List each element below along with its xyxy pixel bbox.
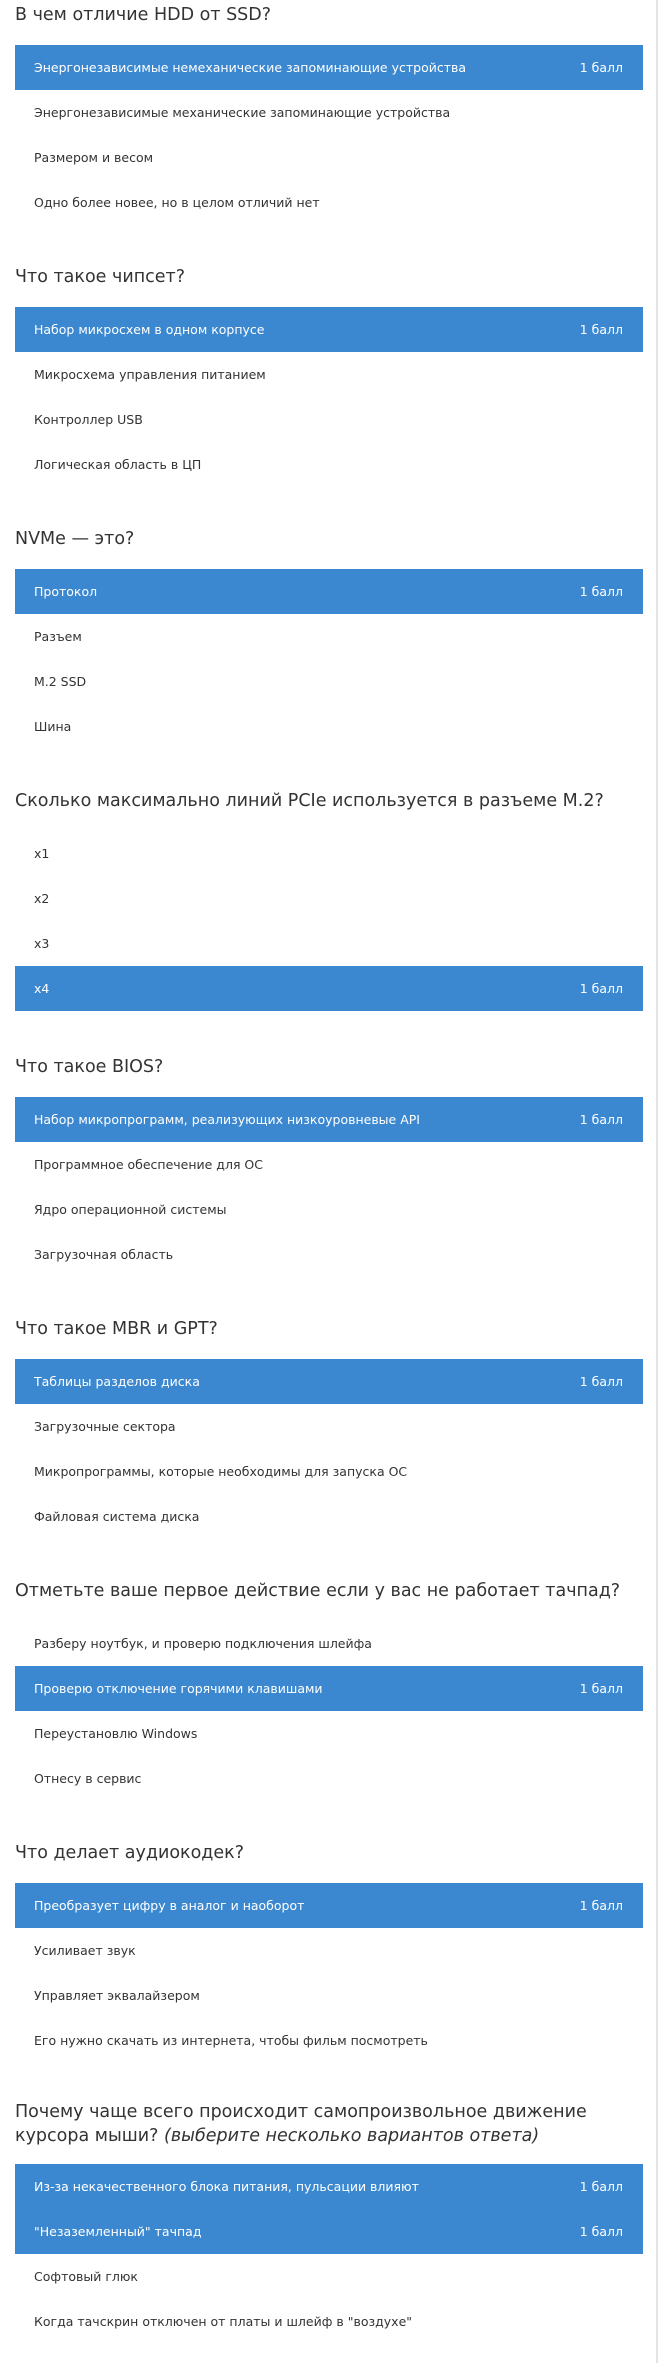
question-title	[15, 1055, 643, 1079]
points-badge: 1 балл	[579, 1112, 623, 1127]
answer-text: Его нужно скачать из интернета, чтобы фильм посмотреть	[34, 2033, 428, 2048]
answer-option-correct[interactable]	[15, 1883, 643, 1928]
answer-text: Из-за некачественного блока питания, пульсации влияют	[34, 2179, 419, 2194]
answer-option[interactable]	[15, 876, 643, 921]
answer-option[interactable]	[15, 1928, 643, 1973]
question-title	[15, 789, 643, 813]
answer-option-correct[interactable]	[15, 966, 643, 1011]
answer-text: Загрузочные сектора	[34, 1419, 176, 1434]
question-text: Что такое MBR и GPT?	[15, 1319, 218, 1339]
answer-option[interactable]	[15, 1494, 643, 1539]
answer-text: Когда тачскрин отключен от платы и шлейф в "воздухе"	[34, 2314, 413, 2329]
answer-option[interactable]	[15, 90, 643, 135]
answer-text: Преобразует цифру в аналог и наоборот	[34, 1898, 305, 1913]
question-title	[15, 2100, 643, 2148]
answer-text: x2	[34, 891, 50, 906]
answer-text: Микропрограммы, которые необходимы для запуска ОС	[34, 1464, 408, 1479]
answer-option[interactable]	[15, 352, 643, 397]
answer-text: M.2 SSD	[34, 674, 87, 689]
answer-option[interactable]	[15, 659, 643, 704]
answer-text: Набор микросхем в одном корпусе	[34, 322, 265, 337]
question-text: Что делает аудиокодек?	[15, 1843, 245, 1863]
answer-text: Разъем	[34, 629, 82, 644]
question-text: Сколько максимально линий PCIe используется в разъеме M.2?	[15, 791, 604, 811]
answer-list	[15, 569, 643, 749]
answer-text: "Незаземленный" тачпад	[34, 2224, 202, 2239]
answer-text: Отнесу в сервис	[34, 1771, 142, 1786]
answer-text: Таблицы разделов диска	[34, 1374, 200, 1389]
answer-list	[15, 1097, 643, 1277]
question-title	[15, 1317, 643, 1341]
answer-option[interactable]	[15, 1756, 643, 1801]
answer-option[interactable]	[15, 135, 643, 180]
answer-list	[15, 831, 643, 1011]
answer-option[interactable]	[15, 831, 643, 876]
points-badge: 1 балл	[579, 2179, 623, 2194]
points-badge: 1 балл	[579, 981, 623, 996]
answer-option-correct[interactable]	[15, 2164, 643, 2209]
question-block	[15, 3, 643, 210]
answer-text: Файловая система диска	[34, 1509, 200, 1524]
question-hint: (выберите несколько вариантов ответа)	[164, 2126, 540, 2146]
question-title	[15, 1579, 643, 1603]
question-title	[15, 3, 643, 27]
question-block	[15, 2100, 643, 2329]
points-badge: 1 балл	[579, 584, 623, 599]
points-badge: 1 балл	[579, 1898, 623, 1913]
question-text: NVMe — это?	[15, 529, 135, 549]
answer-text: Шина	[34, 719, 72, 734]
answer-text: x4	[34, 981, 50, 996]
answer-option[interactable]	[15, 2254, 643, 2299]
answer-list	[15, 45, 643, 225]
answer-option[interactable]	[15, 1187, 643, 1232]
answer-text: Ядро операционной системы	[34, 1202, 227, 1217]
answer-option-correct[interactable]	[15, 307, 643, 352]
answer-list	[15, 1883, 643, 2063]
answer-option[interactable]	[15, 614, 643, 659]
question-title	[15, 1841, 643, 1865]
answer-list	[15, 2164, 643, 2344]
answer-option-correct[interactable]	[15, 2209, 643, 2254]
points-badge: 1 балл	[579, 2224, 623, 2239]
answer-list	[15, 1621, 643, 1801]
question-block	[15, 1841, 643, 2048]
question-title	[15, 527, 643, 551]
answer-text: Переустановлю Windows	[34, 1726, 198, 1741]
answer-option[interactable]	[15, 921, 643, 966]
answer-text: x3	[34, 936, 50, 951]
answer-text: Микросхема управления питанием	[34, 367, 266, 382]
answer-option[interactable]	[15, 1621, 643, 1666]
answer-option[interactable]	[15, 1449, 643, 1494]
question-block	[15, 1317, 643, 1524]
answer-text: Загрузочная область	[34, 1247, 174, 1262]
answer-option[interactable]	[15, 180, 643, 225]
answer-text: Контроллер USB	[34, 412, 143, 427]
question-block	[15, 265, 643, 472]
answer-option[interactable]	[15, 1232, 643, 1277]
answer-option[interactable]	[15, 1142, 643, 1187]
answer-option-correct[interactable]	[15, 1097, 643, 1142]
answer-text: Энергонезависимые механические запоминающие устройства	[34, 105, 451, 120]
answer-option-correct[interactable]	[15, 569, 643, 614]
question-text: Что такое чипсет?	[15, 267, 186, 287]
answer-text: Управляет эквалайзером	[34, 1988, 200, 2003]
answer-text: Одно более новее, но в целом отличий нет	[34, 195, 320, 210]
answer-option[interactable]	[15, 1711, 643, 1756]
answer-text: x1	[34, 846, 50, 861]
answer-text: Усиливает звук	[34, 1943, 136, 1958]
points-badge: 1 балл	[579, 60, 623, 75]
question-block	[15, 789, 643, 996]
answer-option[interactable]	[15, 397, 643, 442]
answer-text: Набор микропрограмм, реализующих низкоуровневые API	[34, 1112, 420, 1127]
question-text: Почему чаще всего происходит самопроизвольное движение курсора мыши?	[15, 2102, 587, 2146]
answer-option-correct[interactable]	[15, 1666, 643, 1711]
question-block	[15, 1579, 643, 1786]
answer-option[interactable]	[15, 2299, 643, 2344]
answer-text: Энергонезависимые немеханические запоминающие устройства	[34, 60, 467, 75]
answer-text: Проверю отключение горячими клавишами	[34, 1681, 323, 1696]
answer-text: Программное обеспечение для ОС	[34, 1157, 263, 1172]
answer-text: Протокол	[34, 584, 98, 599]
question-block	[15, 527, 643, 734]
points-badge: 1 балл	[579, 322, 623, 337]
answer-text: Софтовый глюк	[34, 2269, 138, 2284]
answer-text: Разберу ноутбук, и проверю подключения шлейфа	[34, 1636, 372, 1651]
answer-list	[15, 1359, 643, 1539]
question-text: Что такое BIOS?	[15, 1057, 164, 1077]
answer-text: Логическая область в ЦП	[34, 457, 202, 472]
answer-option[interactable]	[15, 1404, 643, 1449]
points-badge: 1 балл	[579, 1374, 623, 1389]
answer-list	[15, 307, 643, 487]
answer-text: Размером и весом	[34, 150, 154, 165]
question-title	[15, 265, 643, 289]
question-text: Отметьте ваше первое действие если у вас не работает тачпад?	[15, 1581, 621, 1601]
answer-option[interactable]	[15, 2018, 643, 2063]
answer-option[interactable]	[15, 704, 643, 749]
question-text: В чем отличие HDD от SSD?	[15, 5, 272, 25]
points-badge: 1 балл	[579, 1681, 623, 1696]
answer-option-correct[interactable]	[15, 45, 643, 90]
question-block	[15, 1055, 643, 1262]
answer-option[interactable]	[15, 442, 643, 487]
answer-option-correct[interactable]	[15, 1359, 643, 1404]
answer-option[interactable]	[15, 1973, 643, 2018]
